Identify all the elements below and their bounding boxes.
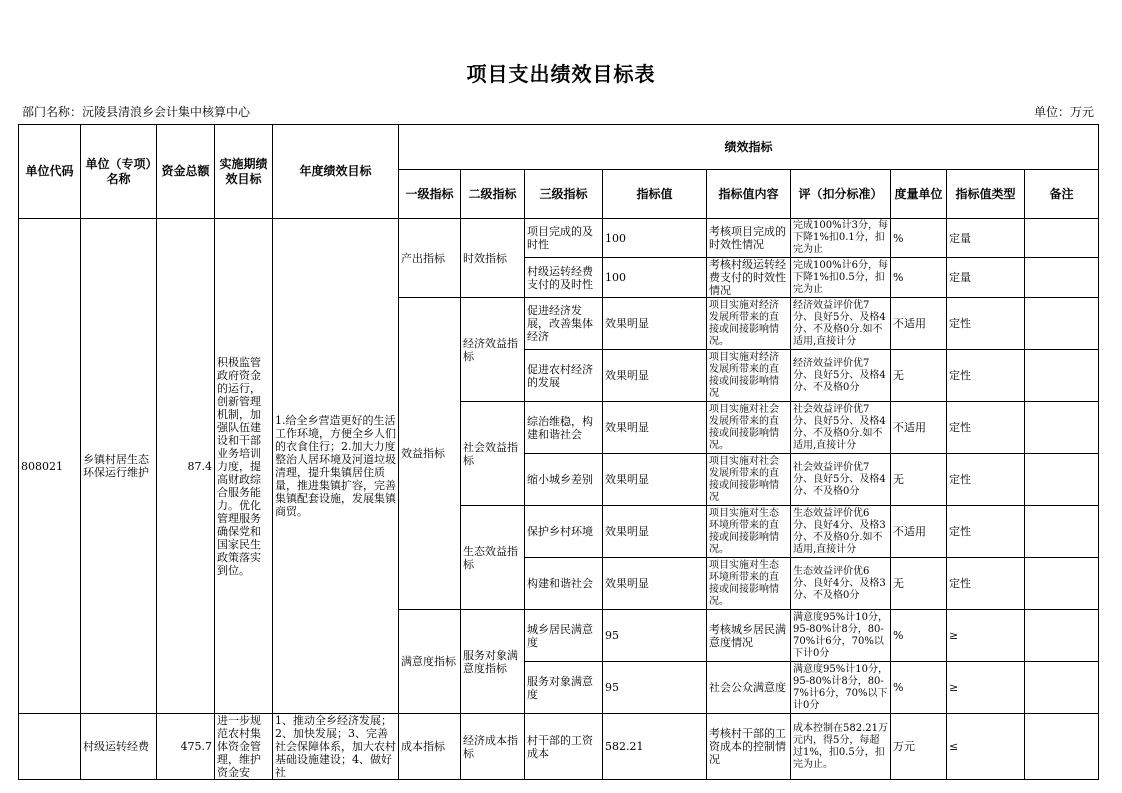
header-value-content: 指标值内容 [707, 170, 791, 219]
measure-unit: 无 [891, 350, 947, 402]
table-row [19, 219, 1099, 258]
unit-name: 村级运转经费 [81, 714, 157, 780]
header-value-type: 指标值类型 [947, 170, 1025, 219]
note [1025, 558, 1099, 610]
funds-total: 475.7 [157, 714, 215, 780]
department-name: 部门名称：沅陵县清浪乡会计集中核算中心 [22, 105, 251, 119]
score-standard: 经济效益评价优7分、良好5分、及格4分、不及格0分.如不适用,直接计分 [791, 298, 891, 350]
level3-indicator: 构建和谐社会 [525, 558, 603, 610]
note [1025, 714, 1099, 780]
header-value: 指标值 [603, 170, 707, 219]
indicator-value: 效果明显 [603, 350, 707, 402]
header-row-1 [19, 125, 1099, 170]
value-content: 项目实施对经济发展所带来的直接或间接影响情况。 [707, 298, 791, 350]
value-type: 定性 [947, 402, 1025, 454]
score-standard: 完成100%计3分，每下降1%扣0.1分，扣完为止 [791, 219, 891, 258]
unit-name: 乡镇村居生态环保运行维护 [81, 219, 157, 714]
note [1025, 662, 1099, 714]
unit-label: 单位：万元 [1033, 105, 1094, 119]
header-measure-unit: 度量单位 [891, 170, 947, 219]
value-content: 考核城乡居民满意度情况 [707, 610, 791, 662]
table-row [19, 714, 1099, 780]
indicator-value: 100 [603, 219, 707, 258]
header-level2: 二级指标 [461, 170, 525, 219]
measure-unit: % [891, 219, 947, 258]
indicator-value: 效果明显 [603, 506, 707, 558]
note [1025, 454, 1099, 506]
level1-satisfaction: 满意度指标 [399, 610, 461, 714]
value-content: 考核村级运转经费支付的时效性情况 [707, 258, 791, 298]
indicator-value: 效果明显 [603, 558, 707, 610]
note [1025, 506, 1099, 558]
note [1025, 258, 1099, 298]
header-unit-name: 单位（专项）名称 [81, 125, 157, 219]
header-score-standard: 评（扣分标准） [791, 170, 891, 219]
indicator-value: 效果明显 [603, 454, 707, 506]
level2-social: 社会效益指标 [461, 402, 525, 506]
header-annual-goal: 年度绩效目标 [273, 125, 399, 219]
score-standard: 成本控制在582.21万元内，得5分，每超过1%，扣0.5分，扣完为止。 [791, 714, 891, 780]
score-standard: 完成100%计6分，每下降1%扣0.5分，扣完为止 [791, 258, 891, 298]
page-title: 项目支出绩效目标表 [466, 62, 656, 86]
indicator-value: 效果明显 [603, 402, 707, 454]
measure-unit: % [891, 258, 947, 298]
level1-output: 产出指标 [399, 219, 461, 298]
note [1025, 219, 1099, 258]
value-type: 定性 [947, 454, 1025, 506]
score-standard: 满意度95%计10分，95-80%计8分，80-7%计6分，70%以下计0分 [791, 662, 891, 714]
score-standard: 经济效益评价优7分、良好5分、及格4分、不及格0分 [791, 350, 891, 402]
annual-goal: 1、推动全乡经济发展；2、加快发展；3、完善社会保障体系，加大农村基础设施建设；4、做好社 [273, 714, 399, 780]
funds-total: 87.4 [157, 219, 215, 714]
level3-indicator: 促进农村经济的发展 [525, 350, 603, 402]
value-content: 项目实施对生态环境所带来的直接或间接影响情况。 [707, 558, 791, 610]
note [1025, 610, 1099, 662]
header-level3: 三级指标 [525, 170, 603, 219]
level3-indicator: 村干部的工资成本 [525, 714, 603, 780]
level3-indicator: 缩小城乡差别 [525, 454, 603, 506]
unit-code-empty [19, 714, 81, 780]
header-performance: 绩效指标 [399, 125, 1099, 170]
impl-period-goal: 进一步规范农村集体资金管理，维护资金安 [215, 714, 273, 780]
measure-unit: % [891, 610, 947, 662]
value-content: 项目实施对社会发展所带来的直接或间接影响情况 [707, 454, 791, 506]
value-type: 定性 [947, 350, 1025, 402]
value-content: 项目实施对生态环境所带来的直接或间接影响情况。 [707, 506, 791, 558]
value-content: 项目实施对经济发展所带来的直接或间接影响情况 [707, 350, 791, 402]
value-type: 定量 [947, 219, 1025, 258]
unit-code: 808021 [19, 219, 81, 714]
level3-indicator: 服务对象满意度 [525, 662, 603, 714]
indicator-value: 效果明显 [603, 298, 707, 350]
value-content: 考核村干部的工资成本的控制情况 [707, 714, 791, 780]
measure-unit: % [891, 662, 947, 714]
measure-unit: 万元 [891, 714, 947, 780]
measure-unit: 不适用 [891, 402, 947, 454]
level2-economic: 经济效益指标 [461, 298, 525, 402]
measure-unit: 不适用 [891, 506, 947, 558]
level2-timeliness: 时效指标 [461, 219, 525, 298]
level2-service-satisfaction: 服务对象满意度指标 [461, 610, 525, 714]
level1-cost: 成本指标 [399, 714, 461, 780]
level2-economic-cost: 经济成本指标 [461, 714, 525, 780]
level3-indicator: 项目完成的及时性 [525, 219, 603, 258]
level3-indicator: 村级运转经费支付的及时性 [525, 258, 603, 298]
impl-period-goal: 积极监管政府资金的运行，创新管理机制，加强队伍建设和干部业务培训力度，提高财政综合服务能力。优化管理服务确保党和国家民生政策落实到位。 [215, 219, 273, 714]
header-impl-goal: 实施期绩效目标 [215, 125, 273, 219]
level3-indicator: 保护乡村环境 [525, 506, 603, 558]
score-standard: 生态效益评价优6分、良好4分、及格3分、不及格0分 [791, 558, 891, 610]
level1-benefit: 效益指标 [399, 298, 461, 610]
performance-goal-table [18, 124, 1099, 780]
note [1025, 298, 1099, 350]
note [1025, 350, 1099, 402]
score-standard: 社会效益评价优7分、良好5分、及格4分、不及格0分.如不适用,直接计分 [791, 402, 891, 454]
measure-unit: 无 [891, 558, 947, 610]
value-type: ≥ [947, 610, 1025, 662]
header-funds: 资金总额 [157, 125, 215, 219]
value-type: ≥ [947, 662, 1025, 714]
level2-ecological: 生态效益指标 [461, 506, 525, 610]
score-standard: 生态效益评价优6分、良好4分、及格3分、不及格0分.如不适用,直接计分 [791, 506, 891, 558]
header-unit-code: 单位代码 [19, 125, 81, 219]
score-standard: 满意度95%计10分，95-80%计8分，80-70%计6分，70%以下计0分 [791, 610, 891, 662]
value-content: 社会公众满意度 [707, 662, 791, 714]
value-content: 项目实施对社会发展所带来的直接或间接影响情况。 [707, 402, 791, 454]
measure-unit: 不适用 [891, 298, 947, 350]
value-type: 定性 [947, 298, 1025, 350]
indicator-value: 100 [603, 258, 707, 298]
value-content: 考核项目完成的时效性情况 [707, 219, 791, 258]
value-type: 定性 [947, 506, 1025, 558]
measure-unit: 无 [891, 454, 947, 506]
annual-goal: 1.给全乡营造更好的生活工作环境，方便全乡人们的衣食住行；2.加大力度整治人居环境及河道垃圾清理，提升集镇居住质量，推进集镇扩容，完善集镇配套设施，发展集镇商贸。 [273, 219, 399, 714]
value-type: ≤ [947, 714, 1025, 780]
indicator-value: 582.21 [603, 714, 707, 780]
header-level1: 一级指标 [399, 170, 461, 219]
value-type: 定量 [947, 258, 1025, 298]
level3-indicator: 促进经济发展，改善集体经济 [525, 298, 603, 350]
level3-indicator: 城乡居民满意度 [525, 610, 603, 662]
indicator-value: 95 [603, 662, 707, 714]
level3-indicator: 综治维稳，构建和谐社会 [525, 402, 603, 454]
note [1025, 402, 1099, 454]
score-standard: 社会效益评价优7分、良好5分、及格4分、不及格0分 [791, 454, 891, 506]
indicator-value: 95 [603, 610, 707, 662]
value-type: 定性 [947, 558, 1025, 610]
header-note: 备注 [1025, 170, 1099, 219]
